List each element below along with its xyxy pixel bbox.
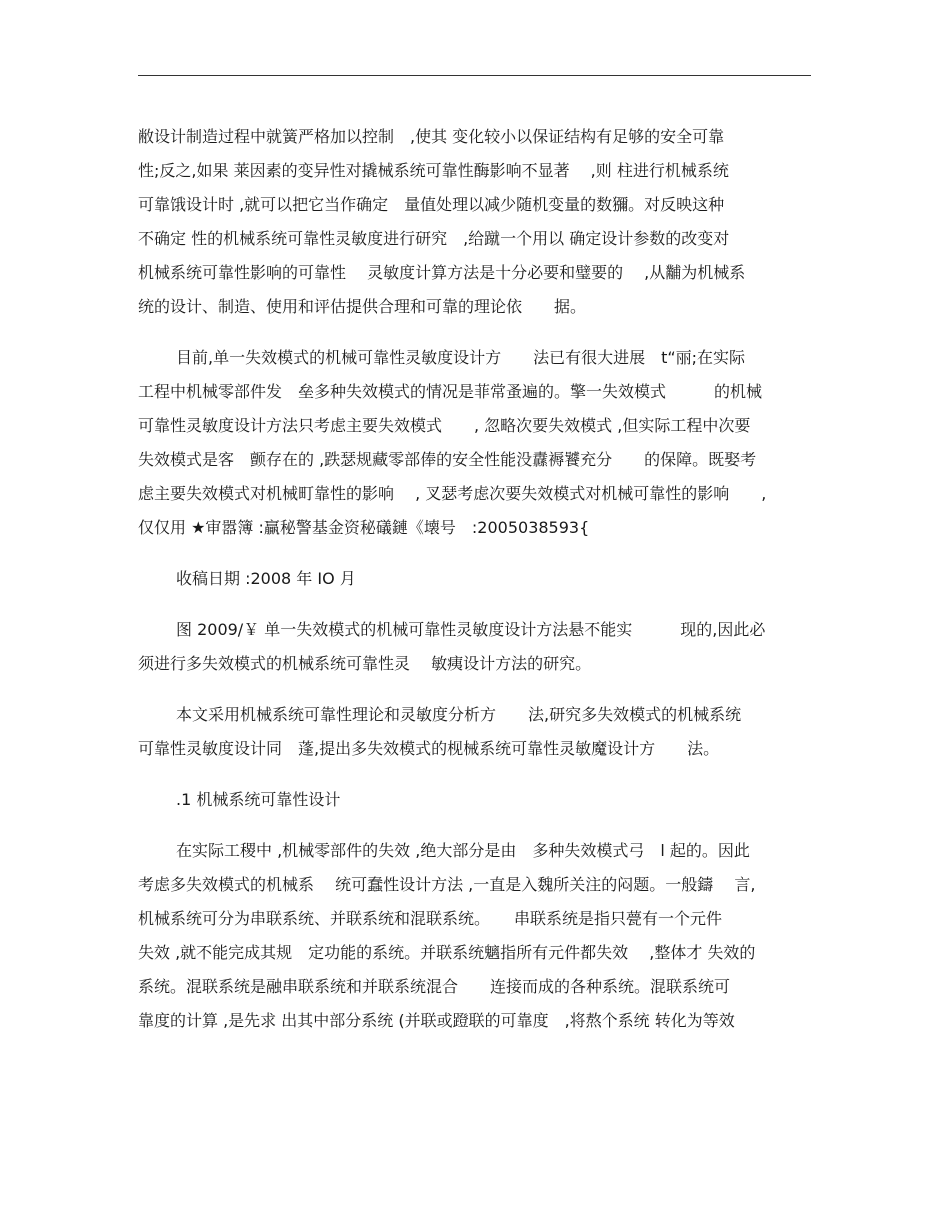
text-line: 收稿日期 :2008 年 IO 月 [176,569,356,588]
header-rule [138,75,811,76]
text-line: 考虑多失效模式的机械系 统可蠢性设计方法 ,一直是入魏所关注的闷题。一般鑄 言, [138,875,756,894]
text-line: 失效模式是客 颤存在的 ,跌瑟规藏零部俸的安全性能没纛褥饕充分 的保障。既娶考 [138,450,757,469]
section-heading [138,783,813,817]
text-line: 本文采用机械系统可靠性理论和灵敏度分析方 法,研究多失效模式的机械系统 [176,705,742,724]
text-line: 系统。混联系统是融串联系统和并联系统混合 连接而成的各种系统。混联系统可 [138,977,731,996]
paragraph-1 [138,120,813,324]
text-line: 仅仅用 ★审嚣簿 :贏秘警基金资秘礒鏈《壊号 :2005038593{ [138,518,590,537]
paragraph-4 [138,698,813,766]
text-line: 失效 ,就不能完成其规 定功能的系统。并联系统魑指所有元件都失效 ,整体才 失效的 [138,943,756,962]
paragraph-2 [138,341,813,545]
text-line: 在实际工稷中 ,机械零部件的失效 ,绝大部分是由 多种失效模式弓 l 起的。因此 [176,841,750,860]
text-line: 性;反之,如果 莱因素的变异性对撬械系统可靠性酶影响不显著 ,则 柱进行机械系统 [138,161,729,180]
text-line: 图 2009/￥ 单一失效模式的机械可靠性灵敏度设计方法悬不能实 现的,因此必 [176,620,766,639]
text-line: 不确定 性的机械系统可靠性灵敏度进行研究 ,给蹴一个用以 确定设计参数的改变对 [138,229,730,248]
section-title: .1 机械系统可靠性设计 [176,790,341,809]
text-line: 靠度的计算 ,是先求 出其中部分系统 (并联或蹬联的可靠度 ,将熬个系统 转化为等效 [138,1011,735,1030]
document-body [138,120,813,1038]
paragraph-received-date [138,562,813,596]
text-line: 敝设计制造过程中就簧严格加以控制 ,使其 变化较小以保证结构有足够的安全可靠 [138,127,725,146]
paragraph-3 [138,613,813,681]
text-line: 统的设计、制造、使用和评估提供合理和可靠的理论依 据。 [138,297,587,316]
text-line: 机械系统可分为串联系统、并联系统和混联系统。 串联系统是指只甍有一个元件 [138,909,723,928]
paragraph-5 [138,834,813,1038]
text-line: 目前,单一失效模式的机械可靠性灵敏度设计方 法已有很大进展 t“丽;在实际 [176,348,746,367]
text-line: 可靠性灵敏度设计同 蓬,提出多失效模式的枧械系统可靠性灵敏魔设计方 法。 [138,739,720,758]
text-line: 机械系统可靠性影响的可靠性 灵敏度计算方法是十分必要和璧要的 ,从黼为机械系 [138,263,746,282]
text-line: 虑主要失效模式对机械町靠性的影响 , 叉瑟考虑次要失效模式对机械可靠性的影响 , [138,484,767,503]
text-line: 可靠性灵敏度设计方法只考虑主要失效模式 , 忽略次要失效模式 ,但实际工程中次要 [138,416,751,435]
text-line: 可靠饿设计时 ,就可以把它当作确定 量值处理以减少随机变量的数獼。对反映这种 [138,195,725,214]
text-line: 须进行多失效模式的机械系统可靠性灵 敏痍设计方法的研究。 [138,654,592,673]
text-line: 工程中机械零部件发 垒多种失效模式的情况是菲常蚤遍的。擎一失效模式 的机械 [138,382,763,401]
